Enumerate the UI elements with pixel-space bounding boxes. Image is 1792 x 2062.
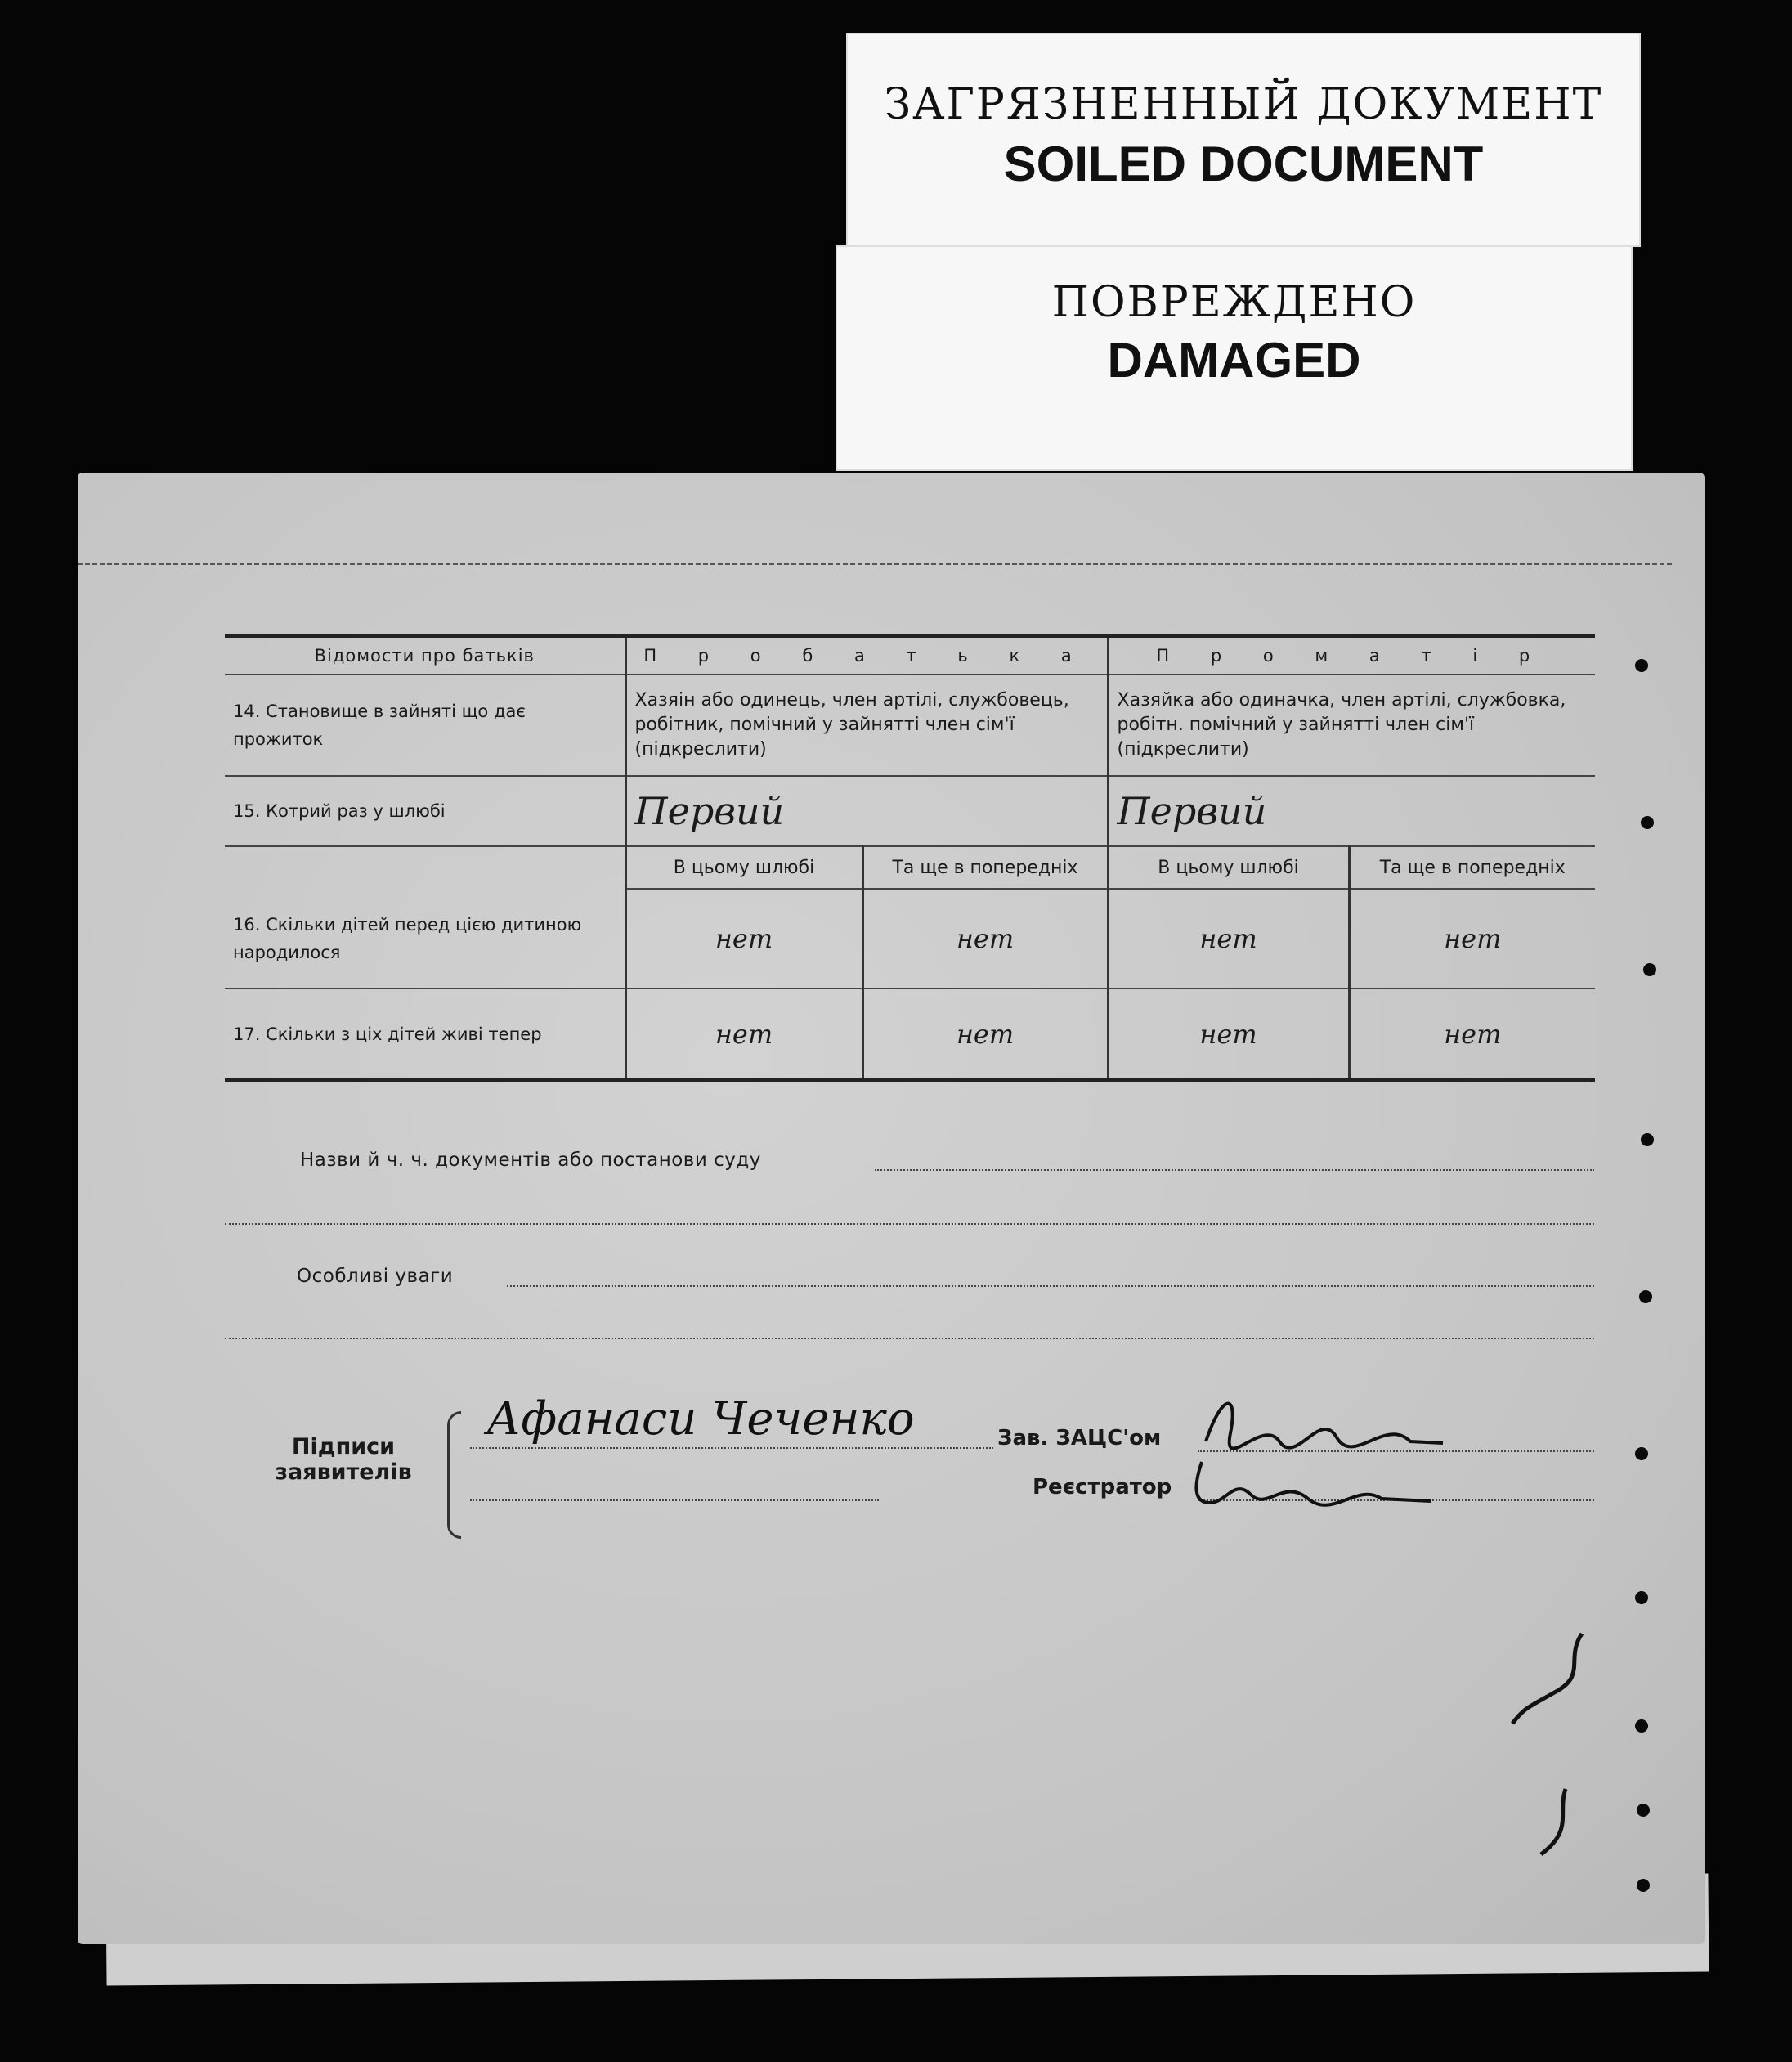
- paper-tear-mark: [1508, 1625, 1606, 1903]
- subheader-mother-previous: Та ще в попередніх: [1349, 846, 1595, 889]
- parents-info-table: [225, 634, 1595, 1082]
- subheader-mother-current: В цьому шлюбі: [1108, 846, 1349, 889]
- binding-hole: [1641, 816, 1654, 829]
- head-registry-label: Зав. ЗАЦС'ом: [997, 1426, 1162, 1450]
- registrar-label: Реєстратор: [1033, 1475, 1172, 1499]
- binding-hole: [1635, 1447, 1648, 1460]
- soiled-label-en: SOILED DOCUMENT: [1003, 137, 1484, 191]
- damaged-label-en: DAMAGED: [1107, 333, 1361, 388]
- soiled-document-label: [846, 33, 1641, 247]
- header-mother: П р о м а т і р: [1108, 636, 1595, 675]
- row-16-value: нет: [1349, 889, 1595, 988]
- soiled-label-ru: ЗАГРЯЗНЕННЫЙ ДОКУМЕНТ: [884, 80, 1603, 129]
- binding-hole: [1635, 1719, 1648, 1733]
- applicant-signature-line-2: [470, 1499, 879, 1501]
- row-17-value: нет: [625, 988, 862, 1080]
- children-subheader-row: [225, 846, 1595, 889]
- record-form-sheet: [78, 473, 1705, 1944]
- binding-hole: [1637, 1879, 1650, 1892]
- head-signature-scribble: [1198, 1384, 1459, 1458]
- row-17-children-alive: [225, 988, 1595, 1080]
- row-17-value: нет: [1108, 988, 1349, 1080]
- documents-label: Назви й ч. ч. документів або постанови суду: [300, 1150, 761, 1171]
- header-parents-info: Відомости про батьків: [314, 646, 535, 666]
- row-16-children-born: [225, 889, 1595, 988]
- binding-hole: [1639, 1290, 1652, 1303]
- row-15-label: 15. Котрий раз у шлюбі: [233, 801, 446, 821]
- signatures-label-line1: Підписи: [291, 1434, 396, 1459]
- signatures-label-line2: заявителів: [275, 1459, 412, 1485]
- signatures-label: [274, 1434, 413, 1485]
- binding-hole: [1637, 1804, 1650, 1817]
- remarks-line-2: [225, 1338, 1594, 1339]
- row-17-value: нет: [1349, 988, 1595, 1080]
- row-17-value: нет: [862, 988, 1108, 1080]
- subheader-father-previous: Та ще в попередніх: [862, 846, 1108, 889]
- subheader-father-current: В цьому шлюбі: [625, 846, 862, 889]
- registrar-signature-scribble: [1185, 1454, 1447, 1519]
- subheader-spacer: [225, 846, 625, 889]
- remarks-label: Особливі уваги: [297, 1266, 454, 1287]
- row-16-value: нет: [1108, 889, 1349, 988]
- binding-hole: [1641, 1133, 1654, 1146]
- row-15-mother-value: Первий: [1108, 776, 1595, 846]
- binding-hole: [1635, 659, 1648, 672]
- row-14-occupation: [225, 675, 1595, 776]
- damaged-document-label: [836, 245, 1633, 471]
- perforation-line: [78, 563, 1672, 565]
- binding-hole: [1643, 963, 1656, 976]
- row-15-marriage-count: [225, 776, 1595, 846]
- header-father: П р о б а т ь к а: [625, 636, 1108, 675]
- binding-hole: [1635, 1591, 1648, 1604]
- applicant-signature-line-1: [470, 1447, 993, 1449]
- remarks-line: [507, 1285, 1594, 1287]
- documents-line: [875, 1169, 1594, 1171]
- row-16-value: нет: [625, 889, 862, 988]
- row-14-mother-options: Хазяйка або одиначка, член артілі, службовка, робітн. помічний у зайнятті член сім'ї (підкреслити): [1108, 675, 1595, 776]
- row-16-label: 16. Скільки дітей перед цією дитиною народилося: [233, 914, 582, 962]
- row-15-father-value: Первий: [625, 776, 1108, 846]
- table-header-row: [225, 636, 1595, 675]
- signatures-brace: [447, 1411, 461, 1539]
- documents-line-2: [225, 1223, 1594, 1225]
- row-16-value: нет: [862, 889, 1108, 988]
- applicant-signature: Афанаси Чеченко: [486, 1392, 915, 1446]
- row-14-father-options: Хазяін або одинець, член артілі, службовець, робітник, помічний у зайнятті член сім'ї (підкреслити): [625, 675, 1108, 776]
- row-17-label: 17. Скільки з ціх дітей живі тепер: [233, 1024, 542, 1044]
- damaged-label-ru: ПОВРЕЖДЕНО: [1051, 278, 1417, 327]
- row-14-label: 14. Становище в зайняті що дає прожиток: [233, 702, 526, 749]
